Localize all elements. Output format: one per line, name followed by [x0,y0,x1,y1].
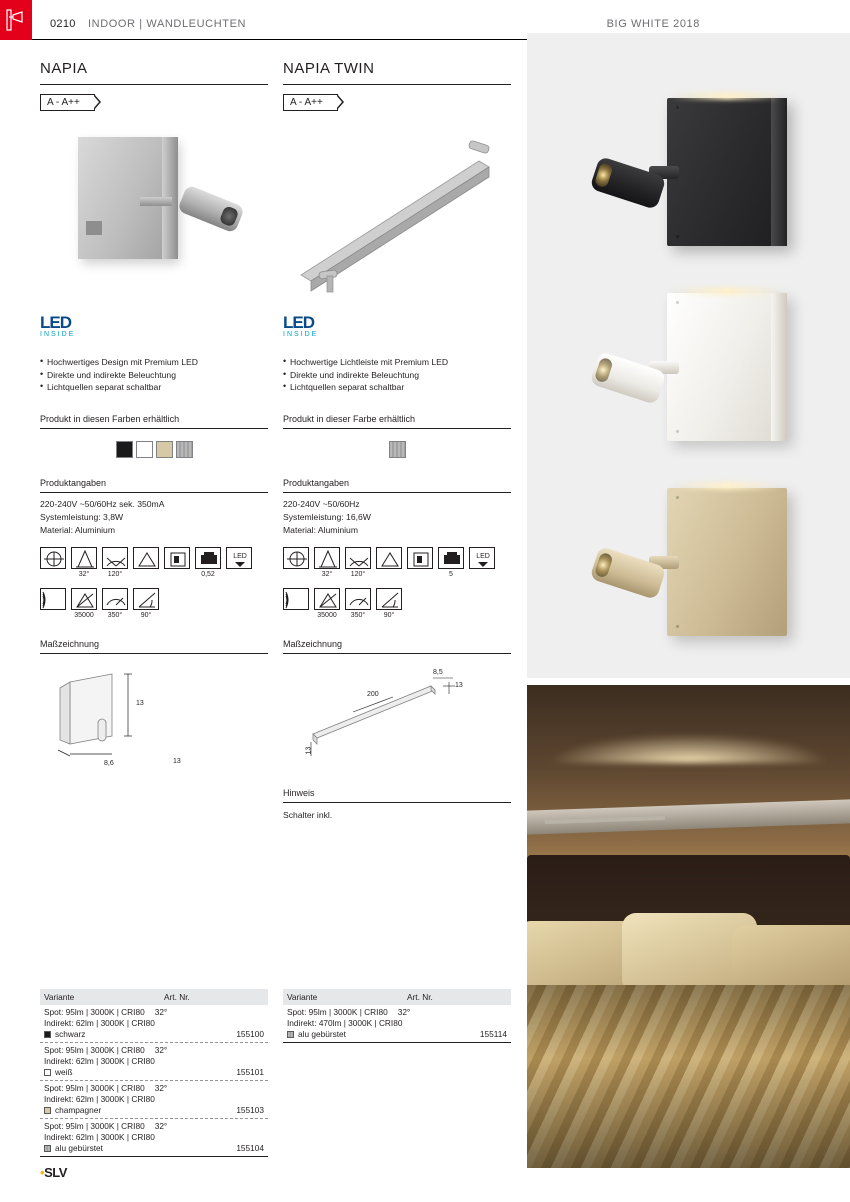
color-swatch-alu [176,441,193,458]
table-row[interactable] [283,1005,511,1043]
energy-label-text: A - A++ [47,97,80,108]
variant-spot: Spot: 95lm | 3000K | CRI80 [44,1083,145,1093]
list-item: • Lichtquellen separat schaltbar [40,381,268,394]
color-swatches [283,441,511,458]
variant-spot: Spot: 95lm | 3000K | CRI80 [44,1045,145,1055]
dimension-value: 13 [136,699,144,707]
photo-column [527,33,850,1168]
list-item: • Lichtquellen separat schaltbar [283,381,511,394]
lamp-icon [0,0,32,40]
colors-heading: Produkt in dieser Farbe erhältlich [283,414,511,429]
square-lamp-icon [407,547,433,571]
scene-bed-shadow [527,985,850,1168]
light-distribution-icon [283,588,309,612]
header-brand-line: BIG WHITE 2018 [606,18,700,30]
feature-list [283,356,511,394]
variant-spot: Spot: 95lm | 3000K | CRI80 [44,1121,145,1131]
variant-art-nr: 155114 [479,1029,507,1039]
specs-heading: Produktangaben [283,478,511,493]
variant-angle: 32° [154,1045,168,1055]
beam-angle-icon [314,547,340,578]
column-header-artnr: Art. Nr. [164,992,190,1002]
logo-dot: • [40,1165,45,1180]
led-inside-badge [40,313,268,338]
variant-color-label: weiß [55,1067,73,1077]
header-category: INDOOR | WANDLEUCHTEN [88,18,247,30]
note-heading: Hinweis [283,788,511,803]
pictogram-caption: 90° [140,611,152,619]
lamp-barrel [589,351,666,405]
color-swatch-weiss [136,441,153,458]
lamp-plate-edge [771,98,787,246]
variant-table-napia [40,989,268,1157]
column-header-artnr: Art. Nr. [407,992,433,1002]
switch-icon [345,588,371,619]
slv-logo [40,1165,67,1180]
dimension-drawing-napia-twin [283,664,511,774]
table-row[interactable] [40,1043,268,1081]
pictogram-caption: 32° [321,570,333,578]
page-number: 0210 [50,18,76,30]
specs-section [283,478,511,619]
note-text: Schalter inkl. [283,809,333,820]
product-column-napia [40,60,268,1153]
switch-icon [102,588,128,619]
pictogram-row-1 [40,547,268,578]
dimension-value: 8,6 [104,759,114,767]
specs-section [40,478,268,619]
table-row[interactable] [40,1119,268,1157]
pictogram-caption: 35000 [317,611,337,619]
lamp-uplight-glow [671,482,783,490]
variant-color-label: alu gebürstet [55,1143,103,1153]
pictogram-caption: 350° [350,611,366,619]
variant-angle: 32° [154,1083,168,1093]
spec-line: 220-240V ~50/60Hz [283,498,360,509]
color-swatch-alu [389,441,406,458]
colors-heading: Produkt in diesen Farben erhältlich [40,414,268,429]
dimension-value: 13 [455,681,463,689]
led-inside-badge [283,313,511,338]
led-arrow-icon [469,547,495,571]
table-header-row [283,989,511,1005]
dimension-value: 200 [367,690,379,698]
pictogram-caption: 90° [383,611,395,619]
rotate-icon [40,547,66,571]
product-title: NAPIA TWIN [283,60,511,85]
housing-icon [376,547,402,571]
pictogram-caption: 120° [350,570,366,578]
beam-angle-icon [71,547,97,578]
variant-color-label: schwarz [55,1029,86,1039]
lamp-plate [667,488,787,636]
dimension-value: 13 [173,757,181,765]
dimension-drawing-napia [40,664,268,774]
dimension-value: 8,5 [433,668,443,676]
pictogram-caption: 350° [107,611,123,619]
led-arrow-icon [226,547,252,571]
product-title: NAPIA [40,60,268,85]
table-header-row [40,989,268,1005]
list-item: • Direkte und indirekte Beleuchtung [283,369,511,382]
color-swatches [40,441,268,458]
scene-wall-glow [547,733,830,763]
lamp-arm [140,197,172,206]
color-swatch-champagner [156,441,173,458]
feature-list [40,356,268,394]
logo-text: SLV [44,1165,67,1180]
dimension-value: 13 [305,746,313,754]
lamp-uplight-glow [671,92,783,100]
list-item: • Hochwertiges Design mit Premium LED [40,356,268,369]
variant-color-swatch [44,1107,51,1114]
drawing-heading: Maßzeichnung [283,639,511,654]
tilt-angle-icon [102,547,128,578]
variant-spot: Spot: 95lm | 3000K | CRI80 [44,1007,145,1017]
colors-section [40,414,268,458]
lamp-lens [219,205,240,227]
variant-angle: 32° [154,1007,168,1017]
drawing-heading: Maßzeichnung [40,639,268,654]
pictogram-caption: 35000 [74,611,94,619]
svg-text:LED: LED [476,552,490,560]
product-column-napia-twin [283,60,511,1039]
lamp-plate-edge [771,488,787,636]
variant-angle: 32° [154,1121,168,1131]
lifetime-icon [314,588,340,619]
energy-label-badge [283,94,338,111]
swivel-icon [133,588,159,619]
spec-line: Systemleistung: 3,8W [40,511,124,522]
variant-table-napia-twin [283,989,511,1043]
pictogram-caption: 32° [78,570,90,578]
variant-indirect: Indirekt: 62lm | 3000K | CRI80 [44,1018,155,1028]
lifetime-icon [71,588,97,619]
housing-icon [133,547,159,571]
energy-label-badge [40,94,95,111]
rotate-icon [283,547,309,571]
variant-angle: 32° [397,1007,411,1017]
photo-lamp-black [587,88,807,283]
variant-art-nr: 155101 [236,1067,264,1077]
product-image-napia-twin [283,119,511,309]
drawing-section [40,639,268,774]
lamp-plate [667,293,787,441]
spec-line: Systemleistung: 16,6W [283,511,371,522]
variant-color-swatch [44,1069,51,1076]
product-image-napia [40,119,268,309]
lamp-plate [667,98,787,246]
pictogram-row-2 [40,588,268,619]
transformer-icon [438,547,464,578]
led-badge-word: LED [283,313,314,332]
lamp-plate-edge [771,293,787,441]
variant-art-nr: 155100 [236,1029,264,1039]
led-badge-sub: INSIDE [40,331,76,338]
variant-indirect: Indirekt: 62lm | 3000K | CRI80 [44,1132,155,1142]
transformer-icon [195,547,221,578]
column-header-variante: Variante [287,992,318,1002]
photo-lamp-white [587,283,807,478]
lamp-barrel [177,184,245,233]
energy-label-text: A - A++ [290,97,323,108]
led-badge-sub: INSIDE [283,331,319,338]
pictogram-caption: 5 [449,570,453,578]
pictogram-row-2 [283,588,511,619]
variant-color-label: champagner [55,1105,102,1115]
lamp-barrel [589,156,666,210]
colors-section [283,414,511,458]
column-header-variante: Variante [44,992,75,1002]
spec-line: Material: Aluminium [283,524,358,535]
variant-indirect: Indirekt: 62lm | 3000K | CRI80 [44,1094,155,1104]
list-item: • Direkte und indirekte Beleuchtung [40,369,268,382]
swivel-icon [376,588,402,619]
photo-lamp-champagne [587,478,807,673]
spec-line: Material: Aluminium [40,524,115,535]
variant-color-swatch [44,1031,51,1038]
application-photo-bedroom [527,685,850,1168]
specs-heading: Produktangaben [40,478,268,493]
variant-indirect: Indirekt: 62lm | 3000K | CRI80 [44,1056,155,1066]
color-swatch-schwarz [116,441,133,458]
lamp-switch [86,221,102,235]
lamp-uplight-glow [671,287,783,295]
note-section [283,788,511,822]
pictogram-caption: 120° [107,570,123,578]
variant-indirect: Indirekt: 470lm | 3000K | CRI80 [287,1018,403,1028]
table-row[interactable] [40,1081,268,1119]
drawing-section [283,639,511,774]
spec-line: 220-240V ~50/60Hz sek. 350mA [40,498,165,509]
variant-color-swatch [44,1145,51,1152]
square-lamp-icon [164,547,190,571]
table-row[interactable] [40,1005,268,1043]
variant-color-label: alu gebürstet [298,1029,346,1039]
led-badge-word: LED [40,313,71,332]
variant-art-nr: 155104 [236,1143,264,1153]
pictogram-caption: 0,52 [201,570,215,578]
lamp-barrel [589,546,666,600]
tilt-angle-icon [345,547,371,578]
variant-color-swatch [287,1031,294,1038]
svg-text:LED: LED [233,552,247,560]
light-distribution-icon [40,588,66,612]
pictogram-row-1 [283,547,511,578]
variant-art-nr: 155103 [236,1105,264,1115]
variant-spot: Spot: 95lm | 3000K | CRI80 [287,1007,388,1017]
product-photo-top [527,33,850,678]
list-item: • Hochwertige Lichtleiste mit Premium LED [283,356,511,369]
